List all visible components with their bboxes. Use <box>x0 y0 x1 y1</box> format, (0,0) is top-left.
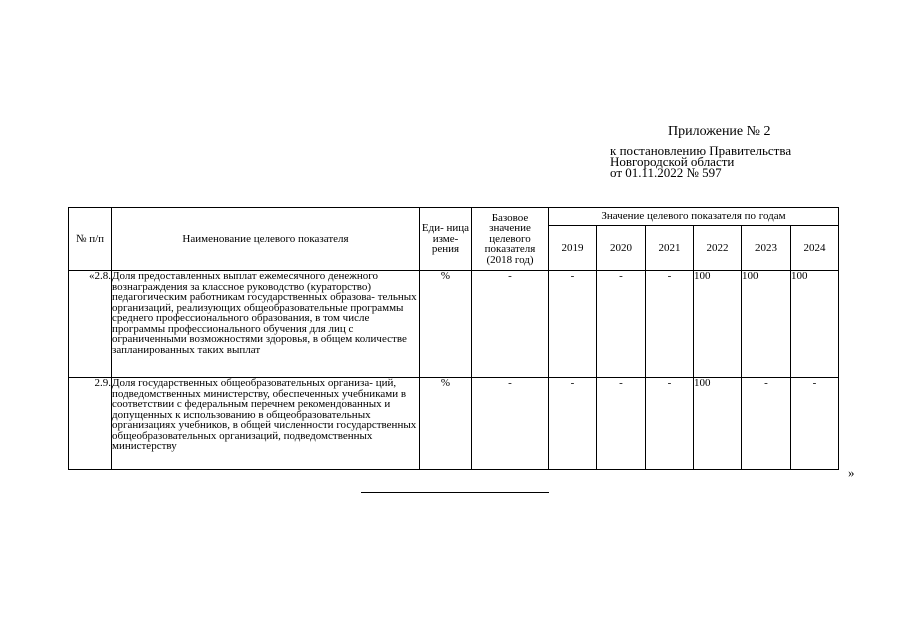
header-num: № п/п <box>69 208 112 271</box>
row-num: «2.8. <box>69 271 112 378</box>
row-value-2022: 100 <box>694 271 742 378</box>
header-year: 2024 <box>791 226 839 271</box>
appendix-line-2: Новгородской области <box>610 154 735 169</box>
row-value-2024: 100 <box>791 271 839 378</box>
row-name: Доля государственных общеобразовательных организа- ций, подведомственных министерству, обеспеченных учебниками в соответствии с федеральным перечнем рекомендованных и допущенных к использованию в общеобразовательных организациях учебников, в общей численности государственных общеобразовательных организаций, подведомственных министерству <box>112 378 420 470</box>
closing-quote: » <box>848 465 855 480</box>
header-unit: Еди- ница изме- рения <box>420 208 472 271</box>
row-base: - <box>472 378 549 470</box>
appendix-line-1: к постановлению Правительства <box>610 143 792 158</box>
appendix-title: Приложение № 2 <box>668 124 771 139</box>
row-value-2021: - <box>646 378 694 470</box>
header-year: 2019 <box>549 226 597 271</box>
row-name: Доля предоставленных выплат ежемесячного денежного вознаграждения за классное руководство (кураторство) педагогическим работникам государственных образова- тельных организаций, реализующих общеобразовательные программы среднего профессионального образования, в том числе программы профессионального обучения для лиц с ограниченными возможностями здоровья, в общем количестве запланированных таких выплат <box>112 271 420 378</box>
table-row <box>69 378 839 470</box>
separator-line <box>361 492 549 493</box>
appendix-line-3: от 01.11.2022 № 597 <box>610 165 722 180</box>
row-unit: % <box>420 378 472 470</box>
header-base: Базовое значение целевого показателя (2018 год) <box>472 208 549 271</box>
header-years-group: Значение целевого показателя по годам <box>549 208 839 226</box>
row-value-2019: - <box>549 271 597 378</box>
table-row <box>69 271 839 378</box>
row-value-2020: - <box>597 378 646 470</box>
header-year: 2020 <box>597 226 646 271</box>
row-value-2023: 100 <box>742 271 791 378</box>
header-year: 2021 <box>646 226 694 271</box>
row-value-2024: - <box>791 378 839 470</box>
row-value-2022: 100 <box>694 378 742 470</box>
indicator-table <box>68 207 839 470</box>
table-header-row <box>69 208 839 226</box>
row-base: - <box>472 271 549 378</box>
header-year: 2023 <box>742 226 791 271</box>
row-num: 2.9. <box>69 378 112 470</box>
row-value-2019: - <box>549 378 597 470</box>
header-name: Наименование целевого показателя <box>112 208 420 271</box>
header-year: 2022 <box>694 226 742 271</box>
row-value-2023: - <box>742 378 791 470</box>
row-unit: % <box>420 271 472 378</box>
row-value-2021: - <box>646 271 694 378</box>
appendix-header <box>610 125 900 178</box>
row-value-2020: - <box>597 271 646 378</box>
